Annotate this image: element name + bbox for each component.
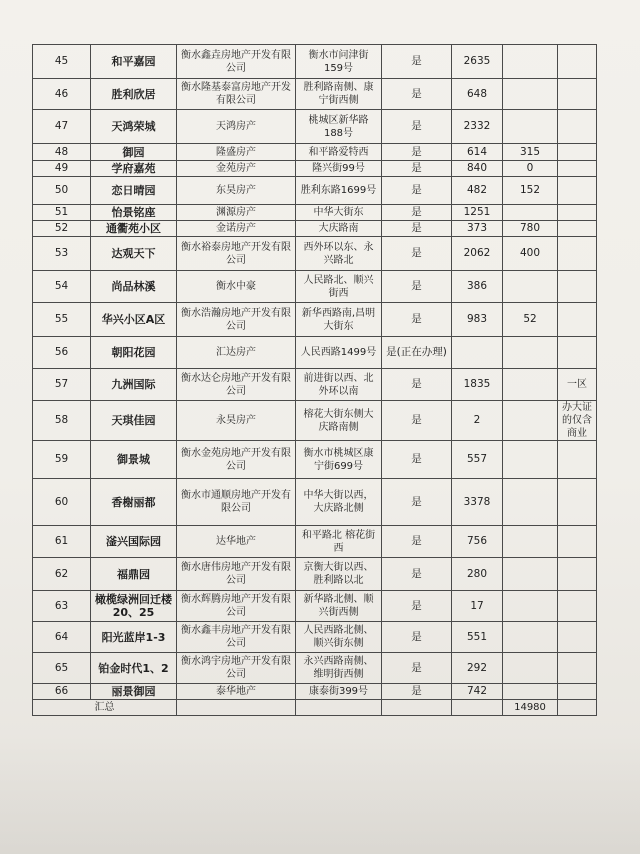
cell-address: 隆兴街99号 (296, 161, 382, 177)
cell-project-name: 怡景铭座 (91, 205, 177, 221)
cell-address: 和平路北 榕花街西 (296, 526, 382, 558)
cell-project-name: 阳光蓝岸1-3 (91, 622, 177, 653)
cell-project-name: 华兴小区A区 (91, 303, 177, 337)
cell-unit-count: 983 (452, 303, 503, 337)
cell-extra-count (503, 479, 558, 526)
cell-address: 康泰街399号 (296, 684, 382, 700)
cell-project-name: 橄榄绿洲回迁楼20、25 (91, 591, 177, 622)
cell-unit-count: 840 (452, 161, 503, 177)
table-row (33, 303, 597, 337)
cell-developer-name: 衡水鑫丰房地产开发有限公司 (177, 622, 296, 653)
cell-unit-count: 2062 (452, 237, 503, 271)
cell-remark (558, 337, 597, 369)
cell-address: 京衡大街以西、胜利路以北 (296, 558, 382, 591)
cell-certificate-status: 是 (382, 205, 452, 221)
cell-remark (558, 177, 597, 205)
cell-developer-name: 衡水达仑房地产开发有限公司 (177, 369, 296, 401)
table-body (33, 45, 597, 716)
cell-address: 新华路北侧、顺兴街西侧 (296, 591, 382, 622)
table-row (33, 401, 597, 441)
cell-project-name: 通衢苑小区 (91, 221, 177, 237)
cell-extra-count: 780 (503, 221, 558, 237)
cell-address: 和平路爱特西 (296, 144, 382, 161)
cell-unit-count: 1251 (452, 205, 503, 221)
cell-extra-count (503, 369, 558, 401)
cell-developer-name: 东昊房产 (177, 177, 296, 205)
cell-project-name: 朝阳花园 (91, 337, 177, 369)
cell-remark (558, 303, 597, 337)
table-row (33, 221, 597, 237)
table-row (33, 369, 597, 401)
cell-certificate-status: 是 (382, 526, 452, 558)
property-table (32, 44, 597, 716)
cell-address: 人民西路1499号 (296, 337, 382, 369)
cell-certificate-status: 是 (382, 79, 452, 110)
cell-remark (558, 526, 597, 558)
cell-address: 新华西路南,昌明大街东 (296, 303, 382, 337)
cell-row-number: 46 (33, 79, 91, 110)
total-empty-cell (382, 700, 452, 716)
cell-row-number: 65 (33, 653, 91, 684)
cell-unit-count: 17 (452, 591, 503, 622)
cell-address: 衡水市桃城区康宁街699号 (296, 441, 382, 479)
cell-certificate-status: 是 (382, 369, 452, 401)
table-row (33, 237, 597, 271)
cell-address: 人民西路北侧、顺兴街东侧 (296, 622, 382, 653)
cell-row-number: 50 (33, 177, 91, 205)
cell-developer-name: 衡水浩瀚房地产开发有限公司 (177, 303, 296, 337)
cell-certificate-status: 是 (382, 401, 452, 441)
cell-address: 大庆路南 (296, 221, 382, 237)
cell-certificate-status: 是 (382, 271, 452, 303)
cell-project-name: 天琪佳园 (91, 401, 177, 441)
cell-unit-count: 373 (452, 221, 503, 237)
cell-extra-count (503, 79, 558, 110)
cell-certificate-status: 是 (382, 591, 452, 622)
cell-developer-name: 衡水隆基泰富房地产开发有限公司 (177, 79, 296, 110)
table-row (33, 479, 597, 526)
cell-unit-count: 1835 (452, 369, 503, 401)
cell-certificate-status: 是 (382, 144, 452, 161)
table-row (33, 441, 597, 479)
cell-remark (558, 221, 597, 237)
cell-certificate-status: 是 (382, 441, 452, 479)
cell-extra-count (503, 45, 558, 79)
cell-extra-count (503, 558, 558, 591)
cell-address: 桃城区新华路188号 (296, 110, 382, 144)
cell-remark (558, 45, 597, 79)
cell-remark (558, 653, 597, 684)
cell-row-number: 55 (33, 303, 91, 337)
cell-unit-count: 386 (452, 271, 503, 303)
cell-remark (558, 161, 597, 177)
total-value: 14980 (503, 700, 558, 716)
cell-developer-name: 衡水金苑房地产开发有限公司 (177, 441, 296, 479)
cell-remark (558, 79, 597, 110)
cell-unit-count: 292 (452, 653, 503, 684)
cell-unit-count: 3378 (452, 479, 503, 526)
cell-row-number: 58 (33, 401, 91, 441)
table-row (33, 205, 597, 221)
cell-developer-name: 泰华地产 (177, 684, 296, 700)
cell-developer-name: 衡水市通顺房地产开发有限公司 (177, 479, 296, 526)
cell-row-number: 61 (33, 526, 91, 558)
cell-row-number: 60 (33, 479, 91, 526)
cell-certificate-status: 是 (382, 177, 452, 205)
cell-extra-count (503, 622, 558, 653)
table-row (33, 79, 597, 110)
cell-certificate-status: 是 (382, 161, 452, 177)
cell-developer-name: 衡水裕泰房地产开发有限公司 (177, 237, 296, 271)
cell-remark (558, 205, 597, 221)
table-row (33, 271, 597, 303)
cell-extra-count (503, 337, 558, 369)
cell-extra-count (503, 684, 558, 700)
cell-row-number: 56 (33, 337, 91, 369)
cell-project-name: 胜利欣居 (91, 79, 177, 110)
cell-row-number: 64 (33, 622, 91, 653)
cell-project-name: 御景城 (91, 441, 177, 479)
cell-extra-count: 0 (503, 161, 558, 177)
cell-address: 胜利路南侧、康宁街西侧 (296, 79, 382, 110)
cell-developer-name: 衡水鑫垚房地产开发有限公司 (177, 45, 296, 79)
cell-extra-count (503, 653, 558, 684)
total-row (33, 700, 597, 716)
cell-unit-count: 280 (452, 558, 503, 591)
cell-row-number: 52 (33, 221, 91, 237)
cell-certificate-status: 是 (382, 221, 452, 237)
cell-extra-count (503, 441, 558, 479)
cell-extra-count: 152 (503, 177, 558, 205)
cell-developer-name: 衡水辉腾房地产开发有限公司 (177, 591, 296, 622)
cell-project-name: 滏兴国际园 (91, 526, 177, 558)
cell-developer-name: 衡水鸿宇房地产开发有限公司 (177, 653, 296, 684)
cell-extra-count (503, 526, 558, 558)
cell-remark (558, 479, 597, 526)
cell-row-number: 59 (33, 441, 91, 479)
table-row (33, 177, 597, 205)
cell-address: 前进街以西、北外环以南 (296, 369, 382, 401)
cell-address: 榕花大街东侧大庆路南侧 (296, 401, 382, 441)
table-row (33, 110, 597, 144)
cell-row-number: 49 (33, 161, 91, 177)
cell-developer-name: 衡水唐伟房地产开发有限公司 (177, 558, 296, 591)
total-empty-cell (558, 700, 597, 716)
cell-remark (558, 591, 597, 622)
cell-developer-name: 金诺房产 (177, 221, 296, 237)
cell-unit-count: 742 (452, 684, 503, 700)
cell-unit-count: 482 (452, 177, 503, 205)
cell-address: 中华大街东 (296, 205, 382, 221)
cell-row-number: 45 (33, 45, 91, 79)
cell-project-name: 香榭丽都 (91, 479, 177, 526)
cell-remark: 一区 (558, 369, 597, 401)
table-row (33, 161, 597, 177)
table-row (33, 653, 597, 684)
cell-address: 衡水市问津街159号 (296, 45, 382, 79)
cell-developer-name: 天鸿房产 (177, 110, 296, 144)
cell-certificate-status: 是 (382, 558, 452, 591)
total-empty-cell (296, 700, 382, 716)
cell-project-name: 御园 (91, 144, 177, 161)
total-empty-cell (177, 700, 296, 716)
cell-developer-name: 衡水中豪 (177, 271, 296, 303)
cell-remark (558, 622, 597, 653)
table-row (33, 591, 597, 622)
table-row (33, 144, 597, 161)
cell-extra-count (503, 271, 558, 303)
cell-extra-count (503, 401, 558, 441)
cell-address: 胜利东路1699号 (296, 177, 382, 205)
cell-remark (558, 684, 597, 700)
cell-certificate-status: 是 (382, 237, 452, 271)
cell-project-name: 天鸿荣城 (91, 110, 177, 144)
cell-unit-count: 756 (452, 526, 503, 558)
cell-certificate-status: 是 (382, 684, 452, 700)
cell-row-number: 53 (33, 237, 91, 271)
cell-extra-count (503, 591, 558, 622)
table-row (33, 684, 597, 700)
cell-remark (558, 237, 597, 271)
cell-row-number: 62 (33, 558, 91, 591)
cell-unit-count: 551 (452, 622, 503, 653)
cell-unit-count (452, 337, 503, 369)
cell-extra-count (503, 110, 558, 144)
cell-unit-count: 2 (452, 401, 503, 441)
cell-remark (558, 110, 597, 144)
cell-project-name: 丽景御园 (91, 684, 177, 700)
cell-certificate-status: 是 (382, 110, 452, 144)
cell-certificate-status: 是 (382, 479, 452, 526)
cell-project-name: 学府嘉苑 (91, 161, 177, 177)
cell-unit-count: 648 (452, 79, 503, 110)
cell-unit-count: 557 (452, 441, 503, 479)
cell-developer-name: 金苑房产 (177, 161, 296, 177)
cell-developer-name: 永昊房产 (177, 401, 296, 441)
cell-developer-name: 汇达房产 (177, 337, 296, 369)
cell-certificate-status: 是 (382, 622, 452, 653)
cell-extra-count: 52 (503, 303, 558, 337)
cell-project-name: 福鼎园 (91, 558, 177, 591)
table-row (33, 526, 597, 558)
cell-developer-name: 达华地产 (177, 526, 296, 558)
cell-address: 人民路北、顺兴街西 (296, 271, 382, 303)
cell-unit-count: 2332 (452, 110, 503, 144)
cell-extra-count: 315 (503, 144, 558, 161)
cell-remark (558, 558, 597, 591)
table-row (33, 45, 597, 79)
cell-certificate-status: 是(正在办理) (382, 337, 452, 369)
cell-row-number: 57 (33, 369, 91, 401)
cell-row-number: 47 (33, 110, 91, 144)
cell-remark (558, 271, 597, 303)
cell-address: 中华大街以西，大庆路北侧 (296, 479, 382, 526)
cell-certificate-status: 是 (382, 45, 452, 79)
cell-project-name: 九洲国际 (91, 369, 177, 401)
cell-row-number: 48 (33, 144, 91, 161)
table-row (33, 558, 597, 591)
total-label: 汇总 (33, 700, 177, 716)
cell-row-number: 63 (33, 591, 91, 622)
cell-project-name: 达观天下 (91, 237, 177, 271)
cell-developer-name: 渊源房产 (177, 205, 296, 221)
cell-address: 永兴西路南侧、维明街西侧 (296, 653, 382, 684)
cell-project-name: 和平嘉园 (91, 45, 177, 79)
cell-row-number: 54 (33, 271, 91, 303)
cell-extra-count (503, 205, 558, 221)
cell-developer-name: 隆盛房产 (177, 144, 296, 161)
cell-project-name: 铂金时代1、2 (91, 653, 177, 684)
cell-address: 西外环以东、永兴路北 (296, 237, 382, 271)
cell-unit-count: 614 (452, 144, 503, 161)
cell-row-number: 66 (33, 684, 91, 700)
cell-remark (558, 441, 597, 479)
table-row (33, 337, 597, 369)
cell-extra-count: 400 (503, 237, 558, 271)
cell-remark: 办大证的仅含商业 (558, 401, 597, 441)
cell-row-number: 51 (33, 205, 91, 221)
cell-remark (558, 144, 597, 161)
cell-project-name: 尚品林溪 (91, 271, 177, 303)
cell-unit-count: 2635 (452, 45, 503, 79)
cell-project-name: 恋日晴园 (91, 177, 177, 205)
cell-certificate-status: 是 (382, 653, 452, 684)
total-empty-cell (452, 700, 503, 716)
cell-certificate-status: 是 (382, 303, 452, 337)
table-row (33, 622, 597, 653)
